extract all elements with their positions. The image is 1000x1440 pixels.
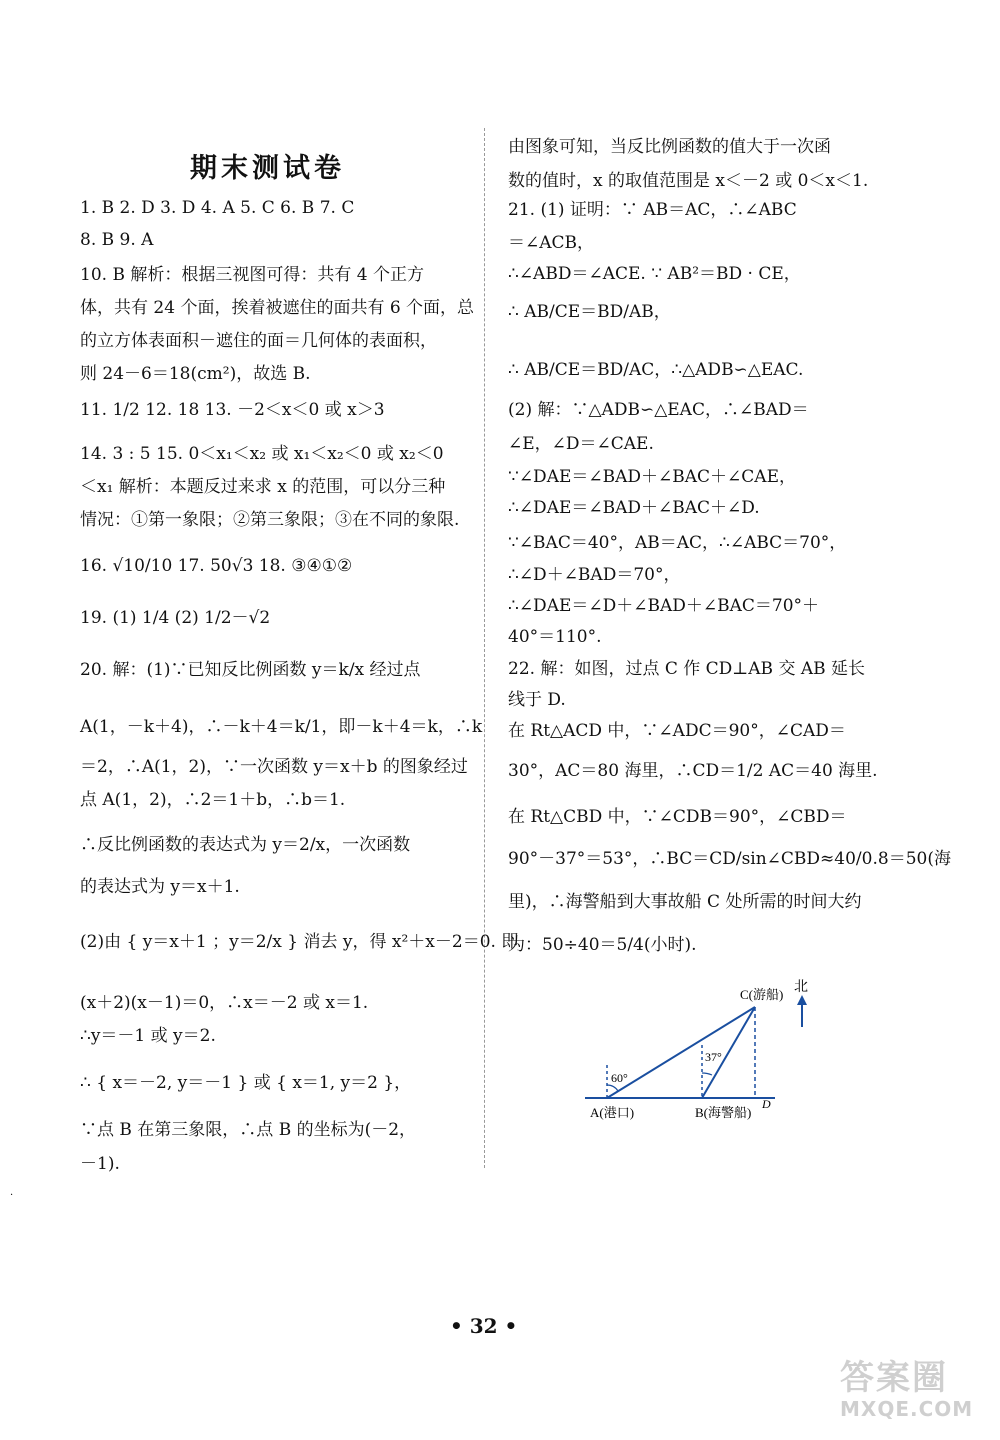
angle-arc-a — [607, 1085, 618, 1091]
left-text-line: (2)由 { y＝x＋1 ；y＝2/x } 消去 y，得 x²＋x－2＝0. 即 — [80, 932, 519, 952]
angle-label-a: 60° — [611, 1071, 628, 1085]
left-text-line: ∴ { x＝－2, y＝－1 } 或 { x＝1, y＝2 }， — [80, 1073, 412, 1093]
right-text-line: 90°－37°＝53°，∴BC＝CD/sin∠CBD≈40/0.8＝50(海 — [508, 849, 951, 869]
right-text-line: 由图象可知，当反比例函数的值大于一次函 — [508, 137, 831, 157]
line-ac — [607, 1007, 755, 1098]
left-text-line: 1. B 2. D 3. D 4. A 5. C 6. B 7. C — [80, 198, 355, 218]
left-text-line: 的表达式为 y＝x＋1. — [80, 877, 240, 897]
left-text-line: 19. (1) 1/4 (2) 1/2－√2 — [80, 608, 271, 628]
page-title: 期末测试卷 — [190, 153, 345, 184]
label-b: B(海警船) — [695, 1105, 752, 1120]
right-text-line: 里)，∴海警船到大事故船 C 处所需的时间大约 — [508, 892, 862, 912]
label-d: D — [762, 1097, 771, 1111]
right-text-line: 40°＝110°. — [508, 627, 602, 647]
label-c: C(游船) — [740, 987, 784, 1002]
right-text-line: 22. 解：如图，过点 C 作 CD⊥AB 交 AB 延长 — [508, 659, 866, 679]
left-text-line: A(1，－k＋4)，∴－k＋4＝k/1，即－k＋4＝k，∴k — [80, 717, 483, 737]
label-a: A(港口) — [590, 1105, 635, 1120]
left-text-line: ∴反比例函数的表达式为 y＝2/x，一次函数 — [80, 835, 411, 855]
watermark-logo — [840, 1350, 973, 1421]
left-text-line: －1). — [80, 1154, 120, 1174]
geometry-figure — [580, 975, 820, 1135]
column-divider — [484, 128, 485, 1168]
left-text-line: 20. 解：(1)∵已知反比例函数 y＝k/x 经过点 — [80, 660, 421, 680]
watermark-top: 答案圈 — [840, 1358, 948, 1398]
left-text-line: 16. √10/10 17. 50√3 18. ③④①② — [80, 556, 353, 576]
right-text-line: 21. (1) 证明：∵ AB＝AC，∴∠ABC — [508, 200, 797, 220]
right-text-line: ∵∠BAC＝40°，AB＝AC，∴∠ABC＝70°， — [508, 533, 847, 553]
right-text-line: ∴ AB/CE＝BD/AC，∴△ADB∽△EAC. — [508, 360, 804, 380]
left-text-line: ＜x₁ 解析：本题反过来求 x 的范围，可以分三种 — [80, 477, 446, 497]
left-text-line: 10. B 解析：根据三视图可得：共有 4 个正方 — [80, 265, 424, 285]
left-text-line: 体，共有 24 个面，挨着被遮住的面共有 6 个面，总 — [80, 298, 475, 318]
angle-label-b: 37° — [705, 1050, 722, 1064]
right-text-line: 在 Rt△CBD 中，∵∠CDB＝90°，∠CBD＝ — [508, 807, 847, 827]
right-text-line: ∴ AB/CE＝BD/AB， — [508, 302, 671, 322]
right-text-line: ＝∠ACB， — [508, 233, 595, 253]
right-text-line: 数的值时，x 的取值范围是 x＜－2 或 0＜x＜1. — [508, 171, 869, 191]
left-text-line: 情况：①第一象限；②第三象限；③在不同的象限. — [80, 510, 460, 530]
right-text-line: ∵∠DAE＝∠BAD＋∠BAC＋∠CAE， — [508, 467, 796, 487]
label-north: 北 — [794, 979, 808, 995]
left-text-line: ∵点 B 在第三象限，∴点 B 的坐标为(－2， — [80, 1120, 417, 1140]
watermark-bottom: MXQE.COM — [840, 1397, 974, 1421]
left-text-line: 14. 3 : 5 15. 0＜x₁＜x₂ 或 x₁＜x₂＜0 或 x₂＜0 — [80, 444, 444, 464]
left-text-line: ∴y＝－1 或 y＝2. — [80, 1026, 216, 1046]
margin-mark: · — [10, 1190, 14, 1201]
north-arrow-icon — [797, 995, 807, 1005]
right-text-line: 30°，AC＝80 海里，∴CD＝1/2 AC＝40 海里. — [508, 761, 878, 781]
right-text-line: 线于 D. — [508, 690, 566, 710]
left-text-line: 8. B 9. A — [80, 230, 154, 250]
right-text-line: (2) 解：∵△ADB∽△EAC，∴∠BAD＝ — [508, 400, 809, 420]
page-number: • 32 • — [450, 1314, 518, 1338]
left-text-line: 的立方体表面积－遮住的面＝几何体的表面积， — [80, 331, 437, 351]
left-text-line: 则 24－6＝18(cm²)，故选 B. — [80, 364, 311, 384]
right-text-line: ∴∠DAE＝∠BAD＋∠BAC＋∠D. — [508, 498, 760, 518]
left-text-line: 点 A(1，2)，∴2＝1＋b，∴b＝1. — [80, 790, 346, 810]
right-text-line: 在 Rt△ACD 中，∵∠ADC＝90°，∠CAD＝ — [508, 721, 846, 741]
angle-arc-b — [702, 1073, 712, 1075]
right-text-line: ∴∠ABD＝∠ACE. ∵ AB²＝BD · CE， — [508, 264, 801, 284]
left-text-line: (x＋2)(x－1)＝0，∴x＝－2 或 x＝1. — [80, 993, 369, 1013]
right-text-line: 为：50÷40＝5/4(小时). — [508, 935, 697, 955]
right-text-line: ∴∠D＋∠BAD＝70°， — [508, 565, 681, 585]
right-text-line: ∴∠DAE＝∠D＋∠BAD＋∠BAC＝70°＋ — [508, 596, 820, 616]
left-text-line: 11. 1/2 12. 18 13. －2＜x＜0 或 x＞3 — [80, 400, 385, 420]
right-text-line: ∠E，∠D＝∠CAE. — [508, 434, 654, 454]
left-text-line: ＝2，∴A(1，2)，∵一次函数 y＝x＋b 的图象经过 — [80, 757, 468, 777]
